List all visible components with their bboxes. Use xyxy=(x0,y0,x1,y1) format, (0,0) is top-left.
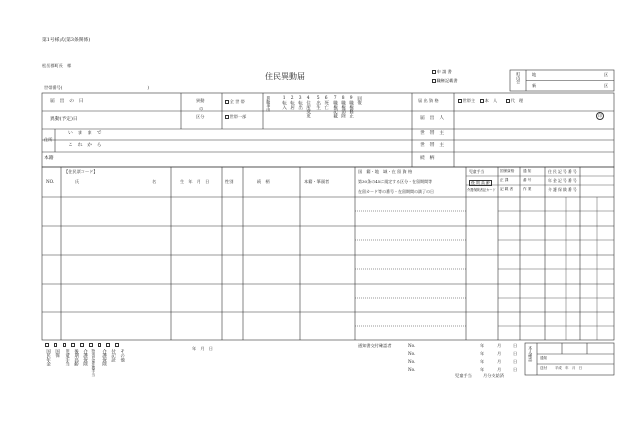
col-r1-b: 正 課 xyxy=(500,178,509,182)
col-birth: 生 年 月 日 xyxy=(180,179,210,184)
stamp-label-identity: 本人確認 xyxy=(528,346,534,362)
jiyu-item-6[interactable]: 6死亡 xyxy=(323,96,329,110)
relation-label: 続 柄 xyxy=(420,156,435,161)
check-label-2: 国保 xyxy=(54,349,60,358)
col-no: NO. xyxy=(46,179,55,184)
stamp-label-send: 送付 xyxy=(540,366,548,370)
idou-label-2: の xyxy=(199,106,204,111)
clerk-label: 通知書交付確認者 xyxy=(358,343,392,348)
jiyu-item-10[interactable]: 回復 xyxy=(356,96,362,105)
checkbox-icon[interactable] xyxy=(80,343,84,347)
check-label-3: 児童手当 xyxy=(64,349,70,366)
idou-option-part[interactable]: 世帯一部 xyxy=(225,115,246,119)
checkbox-icon[interactable] xyxy=(458,99,462,103)
checkbox-icon[interactable] xyxy=(115,343,119,347)
ymd-m-4: 月 xyxy=(497,367,502,372)
col-r2-a: 通 知 xyxy=(523,169,532,173)
district-row1-right: 区 xyxy=(604,72,609,77)
notifier-label: 届 出 人 xyxy=(420,116,444,121)
month-paid-label: 月分支給済 xyxy=(483,373,504,378)
jiyu-item-5[interactable]: 5出生 xyxy=(315,96,321,110)
checkbox-icon[interactable] xyxy=(432,70,436,74)
check-label-7: 介護保険 xyxy=(101,349,107,366)
no-4: No. xyxy=(408,367,416,372)
checkbox-icon[interactable] xyxy=(480,99,484,103)
honseki-label: 本籍 xyxy=(44,156,54,161)
notify-date-label: 届 出 の 日 xyxy=(50,99,84,104)
checkbox-icon[interactable] xyxy=(432,79,436,83)
stamp-date: 平成 年 月 日 xyxy=(555,366,583,370)
seal-icon: 印 xyxy=(598,113,602,118)
col-name-family: 氏 xyxy=(75,179,80,184)
ymd-y-2: 年 xyxy=(480,351,485,356)
ymd-y-1: 年 xyxy=(480,343,485,348)
jiyu-item-3[interactable]: 3転出 xyxy=(297,96,303,110)
form-title: 住民異動届 xyxy=(265,72,305,81)
check-label-5: 介護保険 xyxy=(82,349,88,366)
ymd-m-2: 月 xyxy=(497,351,502,356)
checkbox-icon[interactable] xyxy=(98,343,102,347)
col-r3-c: 介 護 保 険 番 号 xyxy=(548,187,577,192)
col-r1-c: 記 載 者 xyxy=(500,187,514,191)
bottom-date: 年 月 日 xyxy=(192,346,213,351)
ymd-d-4: 日 xyxy=(513,367,518,372)
form-number: 第1号様式(第3条関係) xyxy=(42,38,91,43)
check-label-1: 国民年金 xyxy=(45,349,51,366)
col-nationality: 国 籍・地 域・在 留 資 格 xyxy=(358,169,413,174)
idou-label-1: 異動 xyxy=(196,98,205,103)
col-r2-b: 番 号 xyxy=(523,178,532,182)
address-label: 住所 xyxy=(44,137,53,142)
notifier-status-label: 届 出 資 格 xyxy=(418,98,439,103)
idou-option-all[interactable]: 全 世 帯 xyxy=(225,100,245,104)
check-label-8: 付記証 xyxy=(110,349,116,362)
jiyu-item-9[interactable]: 9職権修正 xyxy=(348,96,354,118)
col-sex: 性別 xyxy=(225,179,234,184)
move-date-label: 異動(予定)日 xyxy=(50,117,78,122)
no-3: No. xyxy=(408,359,416,364)
ymd-y-4: 年 xyxy=(480,367,485,372)
check-label-6: 特別児童扶養手当 xyxy=(91,349,96,377)
checkbox-icon[interactable] xyxy=(45,343,49,347)
householder-label-2: 世 帯 主 xyxy=(420,143,444,148)
check-row xyxy=(45,343,120,347)
jiyu-item-8[interactable]: 8職権消除 xyxy=(340,96,346,118)
district-row1-left: 地 xyxy=(532,72,537,77)
district-side-label: 町内会 xyxy=(516,72,522,84)
ymd-d-2: 日 xyxy=(513,351,518,356)
check-label-4: 後期高齢 xyxy=(73,349,79,366)
householder-label-1: 世 帯 主 xyxy=(420,131,444,136)
ymd-m-3: 月 xyxy=(497,359,502,364)
applicant-option-official[interactable]: 職権記載書 xyxy=(432,79,458,83)
jiyu-label: 異動事由 xyxy=(266,96,272,112)
ymd-d-3: 日 xyxy=(513,359,518,364)
col-card-no: 在留カード等の番号・在留期間の満了の日 xyxy=(358,189,434,194)
col-r1-a: 国保資格 xyxy=(500,169,515,173)
checkbox-icon[interactable] xyxy=(54,343,58,347)
status-self[interactable]: 本 人 xyxy=(480,99,497,103)
ymd-y-3: 年 xyxy=(480,359,485,364)
resident-code-label: 【住民票コード】 xyxy=(64,169,98,174)
col-care-card: 介護保険者証カード xyxy=(467,188,496,192)
child-allowance-label: 児童手当 xyxy=(455,373,472,378)
jiyu-item-4[interactable]: 4住所変更 xyxy=(305,96,311,118)
checkbox-icon[interactable] xyxy=(89,343,93,347)
col-r3-b: 年 金 記 号 番 号 xyxy=(548,178,577,183)
household-number-label: 世帯番号( ) xyxy=(44,85,150,90)
checkbox-icon[interactable] xyxy=(71,343,75,347)
ymd-m-1: 月 xyxy=(497,343,502,348)
col-name-given: 名 xyxy=(152,179,157,184)
status-agent[interactable]: 代 理 xyxy=(506,99,523,103)
no-1: No. xyxy=(408,343,416,348)
col-relation: 続 柄 xyxy=(257,179,270,184)
address-next-label: こ れ か ら xyxy=(68,143,102,148)
col-r3-a: 住 民 記 号 番 号 xyxy=(548,169,577,174)
district-row2-right: 区 xyxy=(604,83,609,88)
col-child-allowance: 児童手当 xyxy=(469,169,485,174)
check-label-9: その他 xyxy=(119,349,125,362)
ymd-d-1: 日 xyxy=(513,343,518,348)
col-art30: 第30条の45に規定する区分・在留期間等 xyxy=(358,179,433,184)
jiyu-item-1[interactable]: 1転入 xyxy=(281,96,287,110)
checkbox-icon[interactable] xyxy=(106,343,110,347)
idou-label-3: 区分 xyxy=(196,114,205,119)
checkbox-icon[interactable] xyxy=(225,115,229,119)
col-late-elder: 後 期 高 齢 xyxy=(471,180,490,185)
checkbox-icon[interactable] xyxy=(63,343,67,347)
col-r2-c: 作 業 xyxy=(523,187,532,191)
address-previous-label: い ま ま で xyxy=(68,131,102,136)
checkbox-icon[interactable] xyxy=(225,100,229,104)
jiyu-item-7[interactable]: 7職権記載 xyxy=(332,96,338,118)
district-row2-left: 新 xyxy=(532,83,537,88)
jiyu-item-2[interactable]: 2転居 xyxy=(289,96,295,110)
stamp-label-notice: 通知 xyxy=(540,356,548,360)
applicant-option-apply[interactable]: 申 請 書 xyxy=(432,70,452,74)
no-2: No. xyxy=(408,351,416,356)
checkbox-icon[interactable] xyxy=(506,99,510,103)
status-householder[interactable]: 世帯主 xyxy=(458,99,475,103)
col-honseki: 本籍・筆頭者 xyxy=(304,179,330,184)
addressee: 松岳郡町長 様 xyxy=(42,63,72,68)
